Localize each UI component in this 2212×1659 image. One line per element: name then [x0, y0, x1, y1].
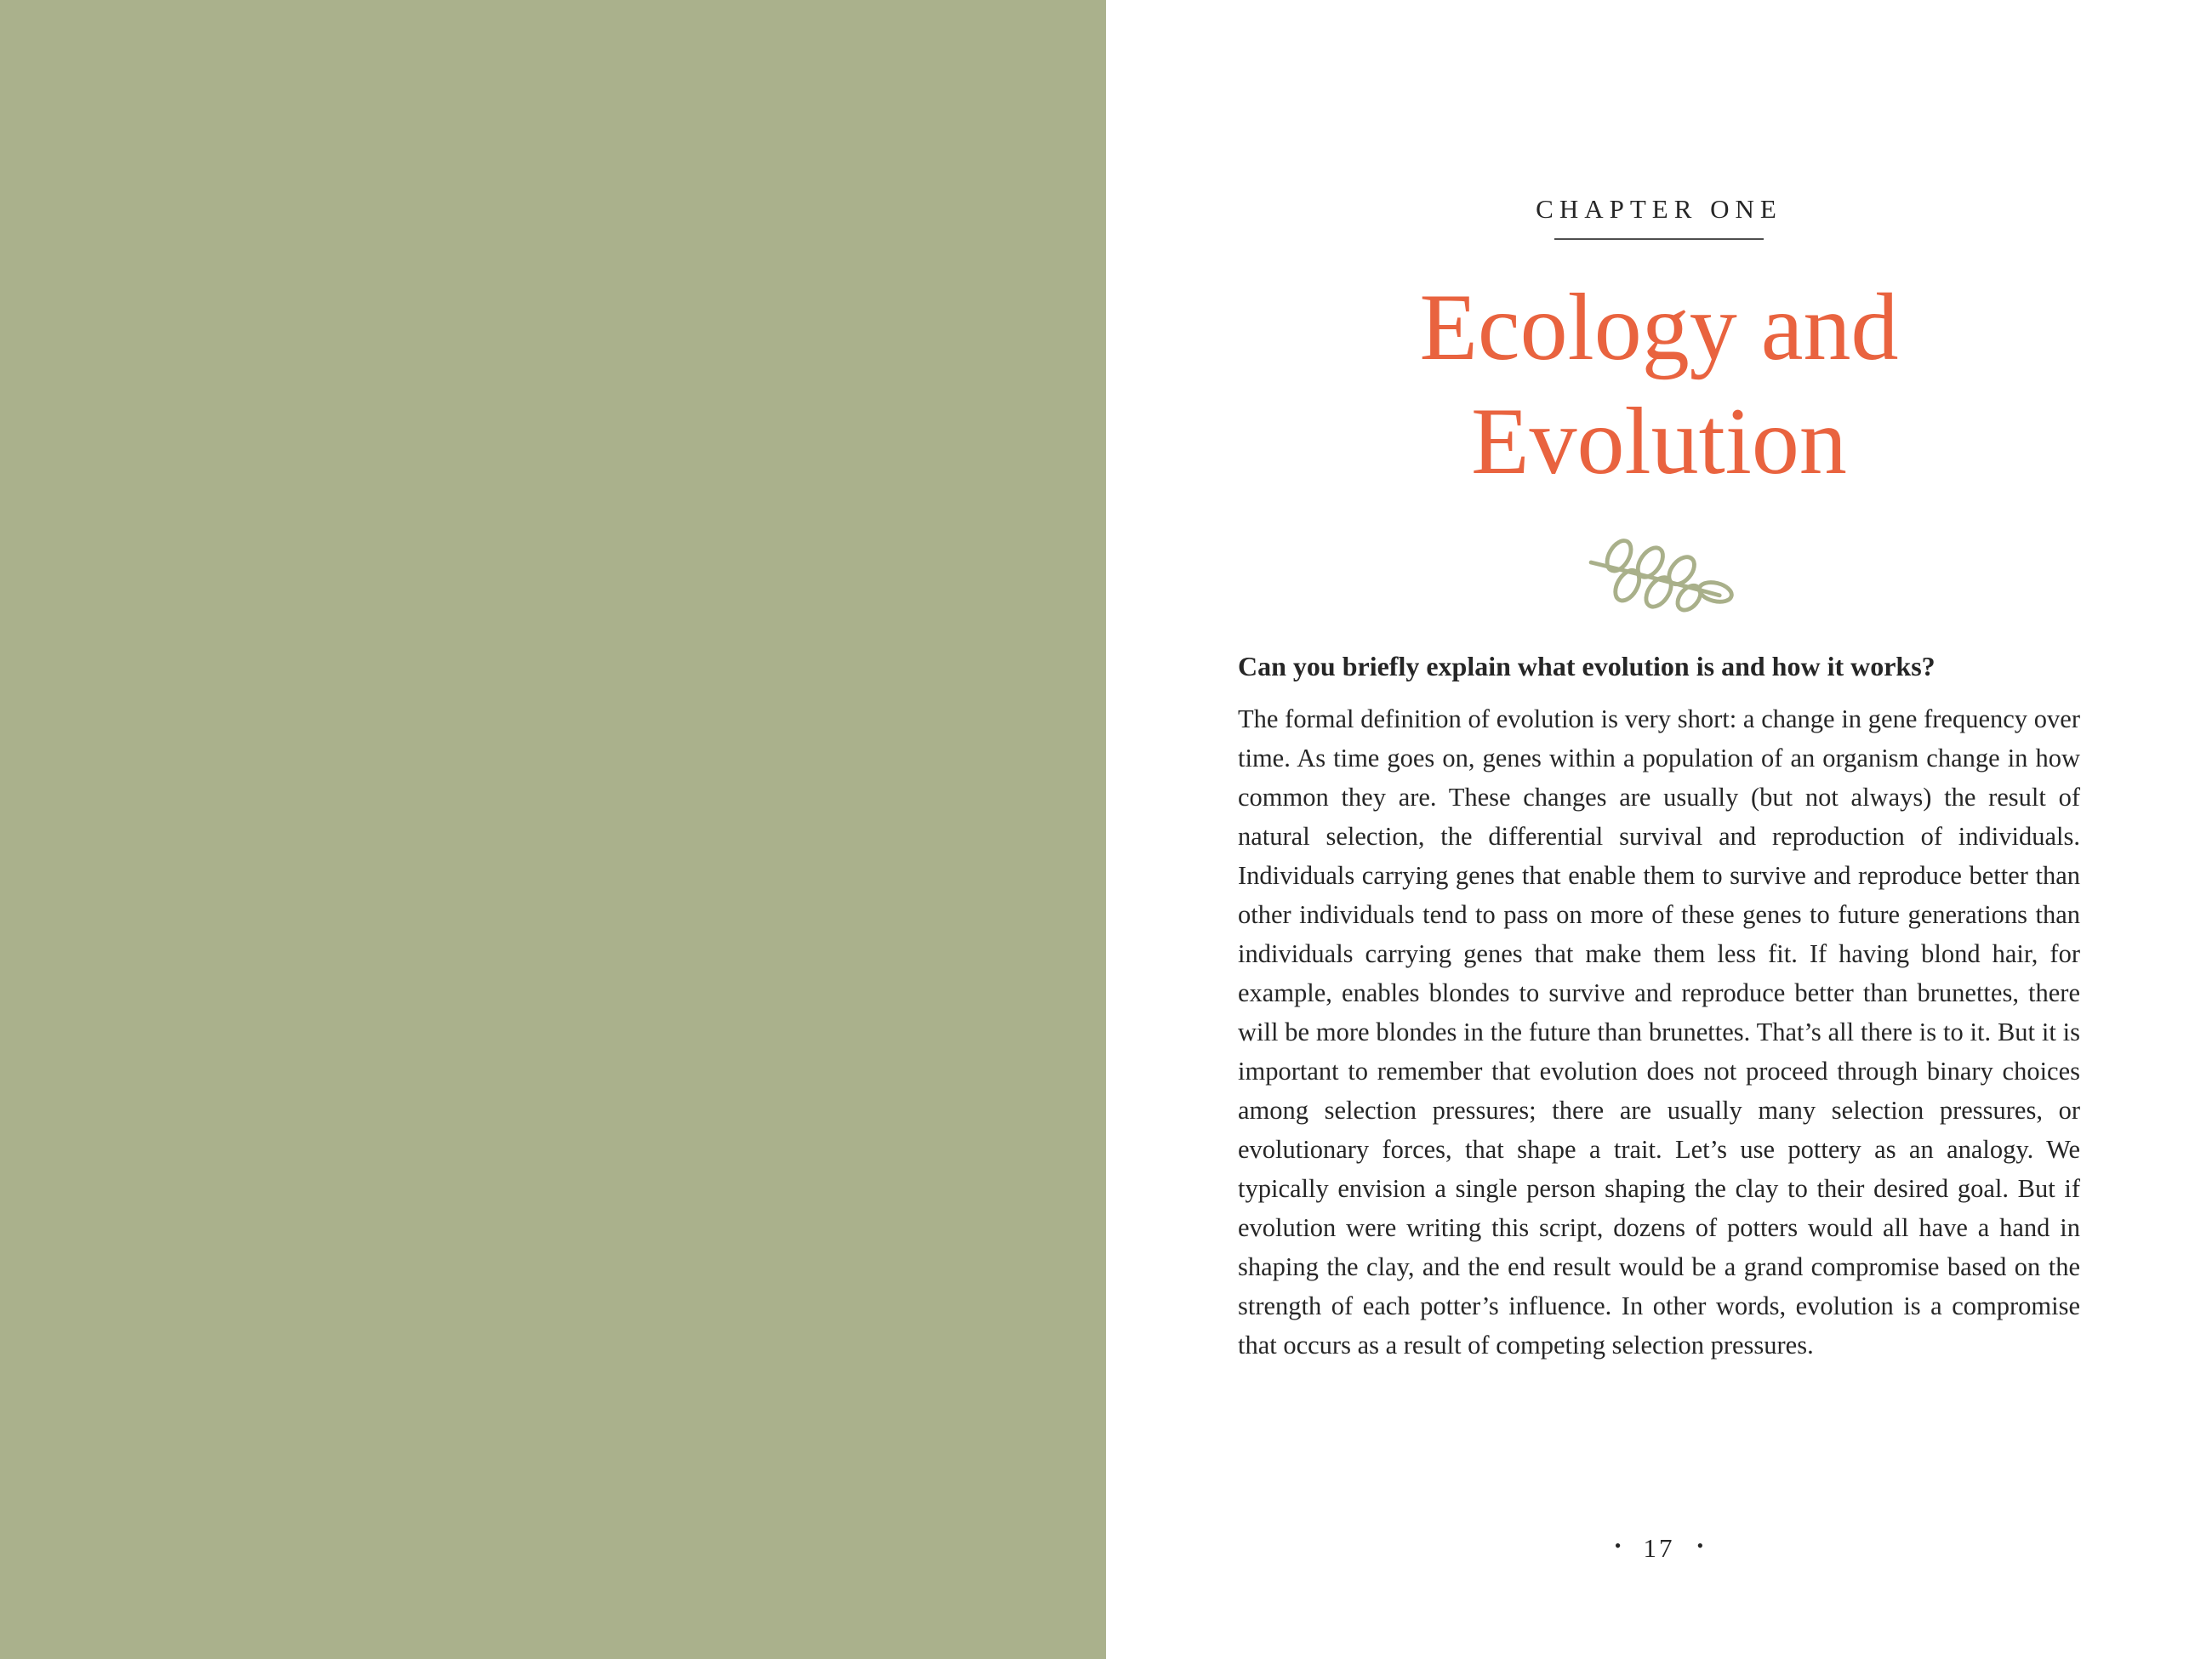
folio-right-bullet: • — [1696, 1535, 1704, 1556]
page-number: 17 — [1643, 1533, 1675, 1563]
chapter-rule-divider — [1554, 238, 1764, 240]
page-title — [1106, 271, 2212, 499]
leaf-sprig-ornament-icon — [1106, 538, 2212, 620]
question-heading: Can you briefly explain what evolution is and how it works? — [1238, 651, 1936, 681]
chapter-heading-block — [1106, 194, 2212, 240]
folio-left-bullet: • — [1614, 1535, 1622, 1556]
page-title-line2: Evolution — [1471, 389, 1847, 494]
answer-paragraph: The formal definition of evolution is very short: a change in gene frequency over time. As time goes on, genes within a population of an organism change in how common they are. These changes are usually (but not always) the result of natural selection, the differential survival and reproduction of individuals. Individuals carrying genes that enable them to survive and reproduce better than other individuals tend to pass on more of these genes to future generations than individuals carrying genes that make them less fit. If having blond hair, for example, enables blondes to survive and reproduce better than brunettes, there will be more blondes in the future than brunettes. That’s all there is to it. But it is important to remember that evolution does not proceed through binary choices among selection pressures; there are usually many selection pressures, or evolutionary forces, that shape a trait. Let’s use pottery as an analogy. We typically envision a single person shaping the clay to their desired goal. But if evolution were writing this script, dozens of potters would all have a hand in shaping the clay, and the end result would be a grand compromise based on the strength of each potter’s influence. In other words, evolution is a compromise that occurs as a result of competing selection pressures. — [1238, 704, 2080, 1360]
page-footer — [1106, 1533, 2212, 1564]
page-title-line1: Ecology and — [1419, 275, 1899, 380]
chapter-label: CHAPTER ONE — [1536, 194, 1782, 224]
right-page — [1106, 0, 2212, 1659]
